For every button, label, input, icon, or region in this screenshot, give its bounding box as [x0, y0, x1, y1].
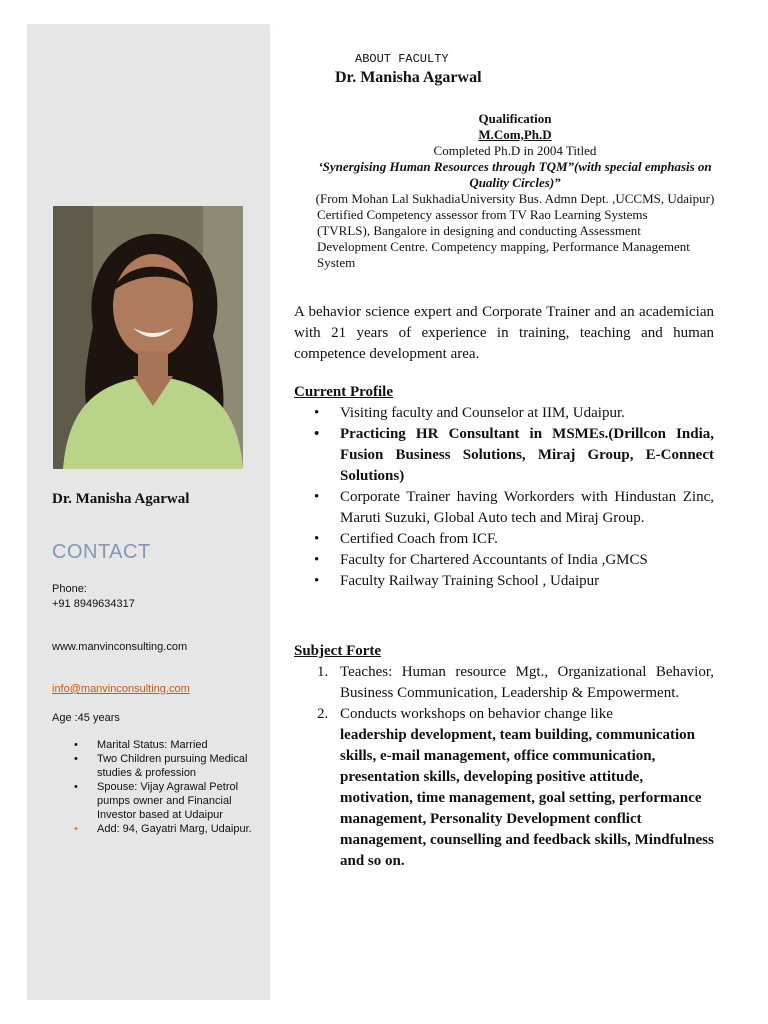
sidebar-name: Dr. Manisha Agarwal — [52, 491, 190, 507]
list-item: • Faculty Railway Training School , Udaipur — [294, 571, 714, 592]
list-item: • Practicing HR Consultant in MSMEs.(Drillcon India, Fusion Business Solutions, Miraj Group, E-Connect Solutions) — [294, 424, 714, 487]
list-item: • Corporate Trainer having Workorders with Hindustan Zinc, Maruti Suzuki, Global Auto tech and Miraj Group. — [294, 487, 714, 529]
list-item: • Spouse: Vijay Agrawal Petrol pumps owner and Financial Investor based at Udaipur — [52, 780, 252, 822]
list-item: • Visiting faculty and Counselor at IIM, Udaipur. — [294, 403, 714, 424]
intro-paragraph: A behavior science expert and Corporate Trainer and an academician with 21 years of experience in training, teaching and human competence development area. — [294, 304, 714, 362]
list-item: • Faculty for Chartered Accountants of India ,GMCS — [294, 550, 714, 571]
list-item: • Add: 94, Gayatri Marg, Udaipur. — [52, 822, 252, 836]
list-item: 1. Teaches: Human resource Mgt., Organizational Behavior, Business Communication, Leadership & Empowerment. — [317, 664, 714, 701]
qualification-block — [300, 111, 730, 271]
sidebar-panel — [27, 24, 270, 1000]
phd-completed: Completed Ph.D in 2004 Titled — [433, 143, 597, 158]
phone-label: Phone: — [52, 583, 87, 595]
contact-heading: CONTACT — [52, 541, 151, 563]
subject-forte-list — [294, 662, 714, 872]
list-item: • Marital Status: Married — [52, 738, 252, 752]
current-profile-list — [294, 403, 714, 592]
phone-number: +91 8949634317 — [52, 598, 135, 610]
subject-forte-section — [294, 643, 714, 872]
thesis-title: ‘Synergising Human Resources through TQM”(with special emphasis on Quality Circles)” — [318, 159, 712, 190]
list-item: • Certified Coach from ICF. — [294, 529, 714, 550]
university-text: (From Mohan Lal SukhadiaUniversity Bus. Admn Dept. ,UCCMS, Udaipur) — [315, 191, 715, 206]
current-profile-section — [294, 384, 714, 592]
profile-photo — [53, 206, 243, 469]
website-text: www.manvinconsulting.com — [52, 641, 188, 653]
email-link[interactable]: info@manvinconsulting.com — [52, 683, 190, 695]
qualification-heading: Qualification — [478, 111, 552, 126]
list-item: 2. Conducts workshops on behavior change like leadership development, team building, communication skills, e-mail management, office communication, presentation skills, developing positive attitude, motivation, time management, goal setting, performance management, Personality Development conflict management, counselling and feedback skills, Mindfulness and so on. — [317, 706, 714, 869]
current-profile-heading: Current Profile — [294, 384, 394, 400]
subject-forte-heading: Subject Forte — [294, 643, 382, 659]
degree: M.Com,Ph.D — [478, 127, 552, 142]
list-item: • Two Children pursuing Medical studies & profession — [52, 752, 252, 780]
certification-text: Certified Competency assessor from TV Rao Learning Systems (TVRLS), Bangalore in designing and conducting Assessment Development Centre. Competency mapping, Performance Management System — [317, 207, 690, 270]
age-text: Age :45 years — [52, 712, 120, 724]
personal-details-list — [52, 738, 252, 836]
about-faculty-label: ABOUT FACULTY — [355, 52, 449, 66]
page-title: Dr. Manisha Agarwal — [335, 69, 482, 86]
